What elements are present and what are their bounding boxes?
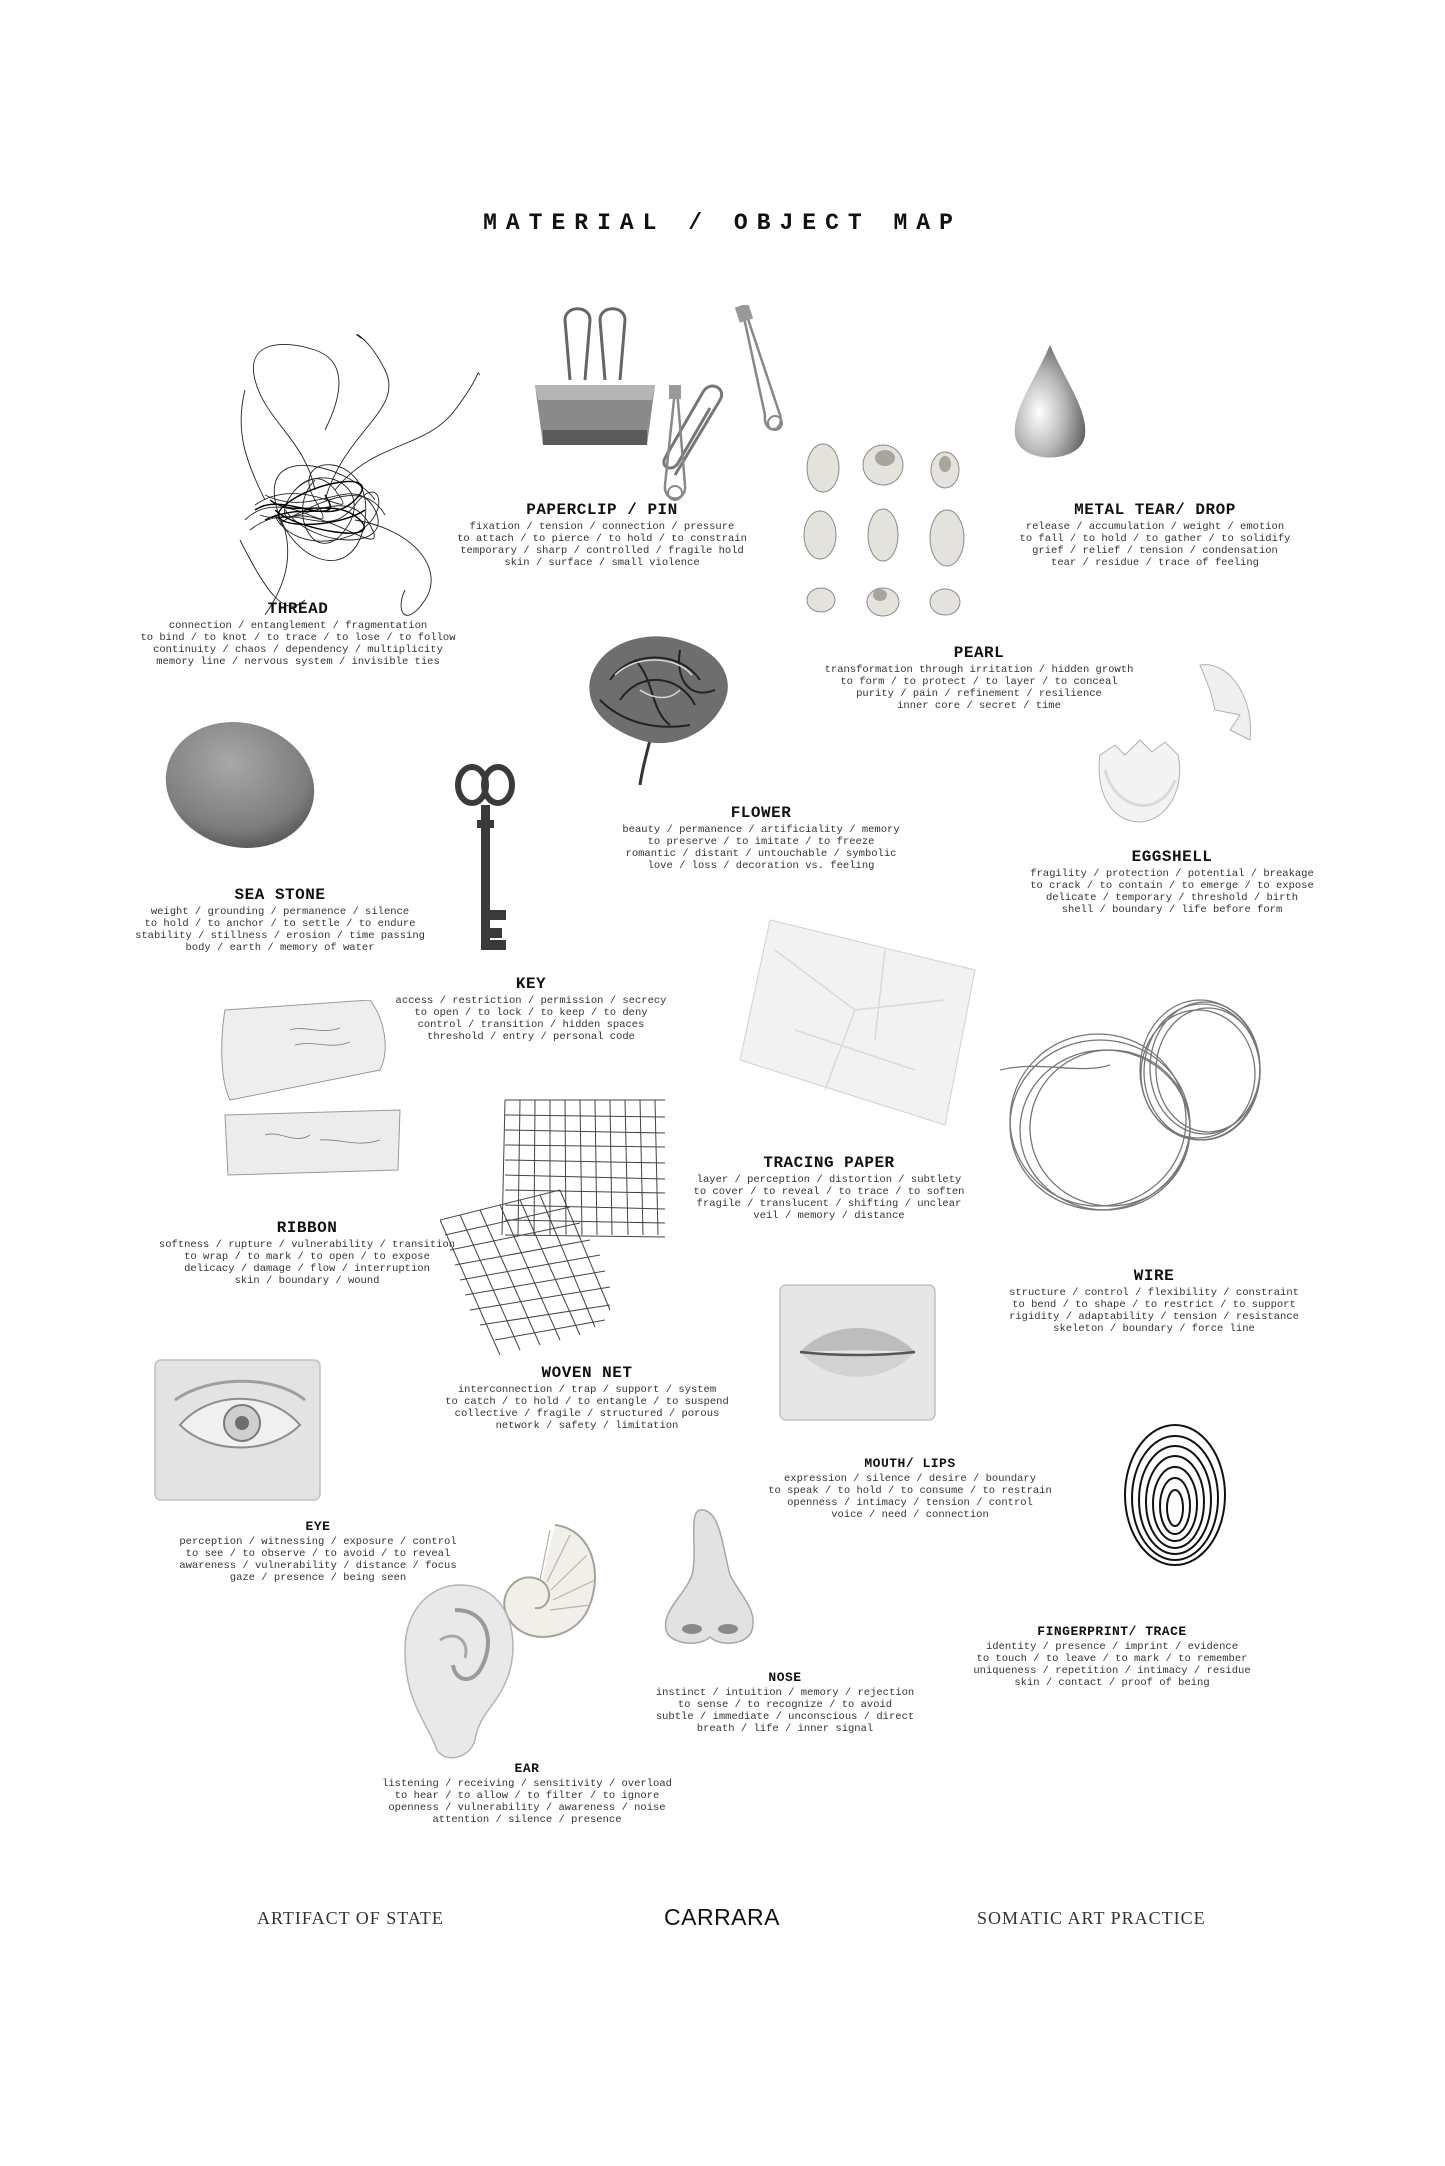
tracingpaper-label-block [694, 1154, 965, 1222]
safety-pin-image [655, 385, 695, 505]
thread-line: continuity / chaos / dependency / multiplicity [153, 644, 443, 656]
key-title: KEY [515, 975, 547, 993]
paperclip-line: temporary / sharp / controlled / fragile hold [460, 545, 744, 557]
tracingpaper-line: to cover / to reveal / to trace / to soften [693, 1186, 965, 1198]
metaldrop-line: release / accumulation / weight / emotion [1025, 521, 1285, 533]
mouth-title: MOUTH/ LIPS [864, 1456, 956, 1471]
seastone-line: body / earth / memory of water [185, 942, 375, 954]
wovennet-line: interconnection / trap / support / system [457, 1384, 717, 1396]
ear-title: EAR [514, 1761, 540, 1776]
eggshell-line: delicate / temporary / threshold / birth [1045, 892, 1299, 904]
fingerprint-label-block [973, 1624, 1250, 1689]
thread-line: to bind / to knot / to trace / to lose / to follow [140, 632, 456, 644]
thread-title: THREAD [267, 600, 329, 618]
binder-clip-image [535, 300, 655, 450]
metaldrop-line: tear / residue / trace of feeling [1051, 557, 1259, 569]
metaldrop-title: METAL TEAR/ DROP [1074, 501, 1236, 519]
metaldrop-line: grief / relief / tension / condensation [1032, 545, 1278, 557]
pearl-line: to form / to protect / to layer / to conceal [840, 676, 1118, 688]
wovennet-line: network / safety / limitation [495, 1420, 679, 1432]
seastone-title: SEA STONE [234, 886, 326, 904]
wovennet-title: WOVEN NET [541, 1364, 633, 1382]
tracingpaper-title: TRACING PAPER [763, 1154, 895, 1172]
thread-line: connection / entanglement / fragmentation [168, 620, 428, 632]
ear-label-block [382, 1761, 672, 1826]
eye-line: awareness / vulnerability / distance / focus [179, 1560, 457, 1572]
eye-line: to see / to observe / to avoid / to reveal [185, 1548, 451, 1560]
eye-label-block [179, 1519, 456, 1584]
thread-image [225, 330, 485, 620]
metal-drop-image [1010, 340, 1090, 470]
ear-line: listening / receiving / sensitivity / overload [382, 1778, 672, 1790]
wire-image [1000, 990, 1280, 1240]
fingerprint-line: skin / contact / proof of being [1014, 1677, 1210, 1689]
seastone-line: to hold / to anchor / to settle / to endure [144, 918, 416, 930]
sea-stone-image [160, 715, 320, 855]
ear-relief-image [395, 1580, 525, 1765]
wire-line: structure / control / flexibility / constraint [1009, 1287, 1299, 1299]
nose-label-block [656, 1670, 914, 1735]
flower-line: to preserve / to imitate / to freeze [647, 836, 875, 848]
thread-line: memory line / nervous system / invisible ties [156, 656, 440, 668]
ribbon-label-block [159, 1219, 455, 1287]
nose-line: to sense / to recognize / to avoid [677, 1699, 893, 1711]
metaldrop-label-block [1020, 501, 1291, 569]
key-line: threshold / entry / personal code [427, 1031, 635, 1043]
key-image [450, 760, 520, 960]
pearl-label-block [825, 644, 1134, 712]
seastone-label-block [135, 886, 425, 954]
mouth-line: to speak / to hold / to consume / to restrain [768, 1485, 1052, 1497]
seastone-line: weight / grounding / permanence / silence [150, 906, 410, 918]
pearl-title: PEARL [953, 644, 1005, 662]
fingerprint-line: identity / presence / imprint / evidence [985, 1641, 1239, 1653]
footer-right: SOMATIC ART PRACTICE [977, 1908, 1206, 1928]
flower-title: FLOWER [730, 804, 792, 822]
wire-title: WIRE [1133, 1267, 1175, 1285]
eggshell-label-block [1030, 848, 1314, 916]
paperclip-line: skin / surface / small violence [504, 557, 700, 569]
footer-center: CARRARA [664, 1904, 780, 1930]
seastone-line: stability / stillness / erosion / time passing [135, 930, 425, 942]
nose-line: subtle / immediate / unconscious / direct [655, 1711, 915, 1723]
nose-line: breath / life / inner signal [696, 1723, 874, 1735]
paperclip-line: fixation / tension / connection / pressure [469, 521, 735, 533]
eggshell-line: fragility / protection / potential / breakage [1030, 868, 1314, 880]
key-label-block [396, 975, 667, 1043]
pearl-line: inner core / secret / time [897, 700, 1061, 712]
pearl-line: transformation through irritation / hidden growth [824, 664, 1134, 676]
tracingpaper-line: fragile / translucent / shifting / unclear [696, 1198, 962, 1210]
mouth-label-block [768, 1456, 1052, 1521]
paperclip-line: to attach / to pierce / to hold / to constrain [457, 533, 747, 545]
wire-line: rigidity / adaptability / tension / resistance [1009, 1311, 1299, 1323]
pearls-image [795, 440, 975, 625]
ribbon-line: skin / boundary / wound [234, 1275, 380, 1287]
ribbon-title: RIBBON [276, 1219, 338, 1237]
fingerprint-image [1120, 1420, 1230, 1570]
flower-line: love / loss / decoration vs. feeling [647, 860, 875, 872]
eggshell-line: shell / boundary / life before form [1061, 904, 1283, 916]
eggshell-line: to crack / to contain / to emerge / to expose [1030, 880, 1314, 892]
wovennet-line: collective / fragile / structured / porous [454, 1408, 720, 1420]
eye-relief-image [150, 1355, 325, 1505]
wire-line: to bend / to shape / to restrict / to support [1012, 1299, 1296, 1311]
tracingpaper-line: veil / memory / distance [753, 1210, 905, 1222]
nose-line: instinct / intuition / memory / rejection [655, 1687, 915, 1699]
pearl-line: purity / pain / refinement / resilience [856, 688, 1102, 700]
ribbon-image [220, 1000, 420, 1185]
wovennet-line: to catch / to hold / to entangle / to suspend [445, 1396, 729, 1408]
woven-net-image [440, 1095, 670, 1365]
eye-title: EYE [305, 1519, 331, 1534]
metaldrop-line: to fall / to hold / to gather / to solidify [1019, 533, 1291, 545]
flower-image [580, 630, 740, 785]
nose-relief-image [660, 1505, 760, 1650]
ribbon-line: softness / rupture / vulnerability / transition [158, 1239, 456, 1251]
mouth-line: openness / intimacy / tension / control [787, 1497, 1033, 1509]
eye-line: gaze / presence / being seen [229, 1572, 407, 1584]
eye-line: perception / witnessing / exposure / control [179, 1536, 457, 1548]
flower-line: beauty / permanence / artificiality / memory [622, 824, 900, 836]
nose-title: NOSE [768, 1670, 802, 1685]
ear-line: attention / silence / presence [432, 1814, 622, 1826]
eggshell-title: EGGSHELL [1131, 848, 1213, 866]
flower-line: romantic / distant / untouchable / symbolic [625, 848, 897, 860]
tracing-paper-image [735, 910, 985, 1130]
paperclip-label-block [457, 501, 747, 569]
fingerprint-line: uniqueness / repetition / intimacy / residue [973, 1665, 1251, 1677]
tracingpaper-line: layer / perception / distortion / subtlety [696, 1174, 962, 1186]
ear-line: openness / vulnerability / awareness / noise [388, 1802, 666, 1814]
fingerprint-title: FINGERPRINT/ TRACE [1037, 1624, 1187, 1639]
wovennet-label-block [445, 1364, 729, 1432]
safety-pin-image-2 [735, 305, 795, 435]
thread-label-block [140, 600, 455, 668]
wire-label-block [1009, 1267, 1299, 1335]
mouth-line: expression / silence / desire / boundary [783, 1473, 1037, 1485]
flower-label-block [622, 804, 899, 872]
fingerprint-line: to touch / to leave / to mark / to remember [976, 1653, 1248, 1665]
paperclip-title: PAPERCLIP / PIN [526, 501, 678, 519]
key-line: control / transition / hidden spaces [417, 1019, 645, 1031]
key-line: to open / to lock / to keep / to deny [414, 1007, 648, 1019]
ribbon-line: to wrap / to mark / to open / to expose [184, 1251, 430, 1263]
ear-line: to hear / to allow / to filter / to ignore [394, 1790, 660, 1802]
page-title: MATERIAL / OBJECT MAP [483, 210, 962, 236]
footer-left: ARTIFACT OF STATE [257, 1908, 444, 1928]
mouth-line: voice / need / connection [831, 1509, 989, 1521]
wire-line: skeleton / boundary / force line [1053, 1323, 1255, 1335]
mouth-relief-image [775, 1280, 940, 1425]
ribbon-line: delicacy / damage / flow / interruption [184, 1263, 430, 1275]
key-line: access / restriction / permission / secrecy [395, 995, 667, 1007]
